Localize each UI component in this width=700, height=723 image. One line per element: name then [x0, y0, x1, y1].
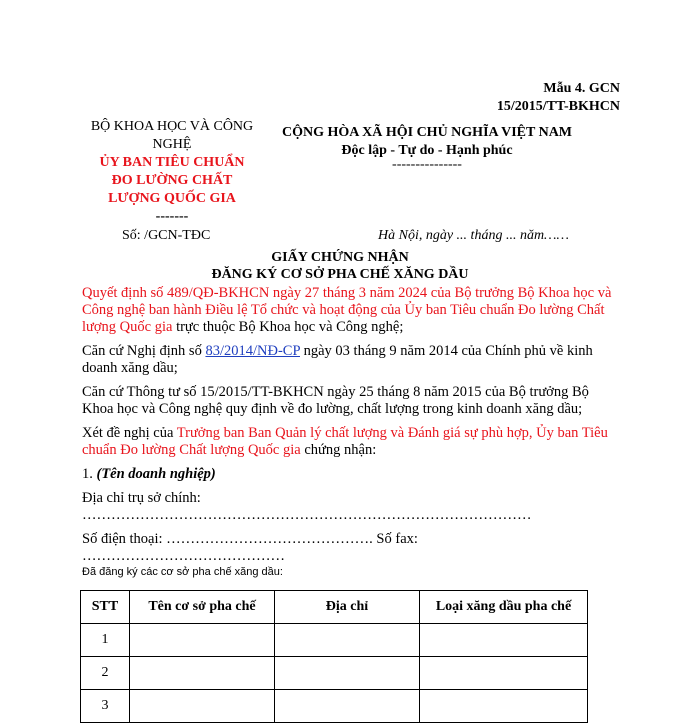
table-caption: Đã đăng ký các cơ sở pha chế xăng dầu: [82, 566, 283, 578]
place-and-date: Hà Nội, ngày ... tháng ... năm…… [378, 228, 569, 243]
cell-address [275, 657, 420, 690]
enterprise-item [82, 466, 622, 483]
cell-fuel-type [420, 657, 588, 690]
header-stt: STT [81, 591, 130, 624]
title-line1: GIẤY CHỨNG NHẬN [271, 250, 409, 265]
issuing-authority [70, 118, 274, 226]
agency-line3: LƯỢNG QUỐC GIA [108, 191, 236, 206]
decree-link[interactable]: 83/2014/NĐ-CP [205, 343, 300, 359]
proposal-authority: Trưởng ban Ban Quản lý chất lượng và Đánh giá sự phù hợp, Ủy ban Tiêu chuẩn Đo lường Chất lượng Quốc gia [82, 425, 608, 458]
table-row [81, 657, 588, 690]
ministry-line2: NGHỆ [152, 137, 192, 152]
cell-address [275, 624, 420, 657]
address-dots: ………………………………………………………………………………… [82, 507, 532, 523]
cell-fuel-type [420, 690, 588, 723]
left-separator: ------- [155, 209, 189, 224]
legal-basis-decision [82, 285, 622, 336]
header-address: Địa chỉ [275, 591, 420, 624]
proposal-paragraph [82, 425, 622, 459]
table-header-row [81, 591, 588, 624]
title-line2: ĐĂNG KÝ CƠ SỞ PHA CHẾ XĂNG DẦU [211, 267, 469, 282]
national-heading [282, 124, 572, 170]
form-code [420, 80, 620, 116]
form-code-line1: Mẫu 4. GCN [543, 81, 620, 96]
cell-stt: 2 [81, 657, 130, 690]
document-title [120, 249, 560, 283]
fax-dots: …………………………………… [82, 548, 285, 564]
national-motto: Độc lập - Tự do - Hạnh phúc [341, 143, 513, 158]
table-row [81, 690, 588, 723]
decision-text: Quyết định số 489/QĐ-BKHCN ngày 27 tháng 3 năm 2024 của Bộ trưởng Bộ Khoa học và Công nghệ ban hành Điều lệ Tổ chức và hoạt động của Ủy ban Tiêu chuẩn Đo lường Chất lượng Quốc gia [82, 285, 612, 335]
right-separator: --------------- [392, 157, 462, 172]
blending-facilities-table [80, 590, 588, 723]
proposal-suffix: chứng nhận: [300, 442, 377, 458]
agency-line2: ĐO LƯỜNG CHẤT [111, 173, 233, 188]
enterprise-name-placeholder: (Tên doanh nghiệp) [96, 466, 216, 482]
legal-basis-circular: Căn cứ Thông tư số 15/2015/TT-BKHCN ngày 25 tháng 8 năm 2015 của Bộ trưởng Bộ Khoa học và Công nghệ quy định về đo lường, chất lượng trong kinh doanh xăng dầu; [82, 384, 589, 417]
legal-basis-decree [82, 343, 622, 377]
ministry-line1: BỘ KHOA HỌC VÀ CÔNG [90, 119, 254, 134]
decree-suffix: ngày 03 tháng 9 năm 2014 của Chính phủ về kinh doanh xăng dầu; [82, 343, 593, 376]
phone-fax-line: Số điện thoại: ……………………………………. Số fax: [82, 531, 418, 547]
cell-facility-name [130, 624, 275, 657]
form-code-line2: 15/2015/TT-BKHCN [496, 99, 620, 114]
header-facility-name: Tên cơ sở pha chế [130, 591, 275, 624]
cell-facility-name [130, 657, 275, 690]
table-row [81, 624, 588, 657]
republic-name: CỘNG HÒA XÃ HỘI CHỦ NGHĨA VIỆT NAM [282, 125, 573, 140]
cell-fuel-type [420, 624, 588, 657]
agency-line1: ỦY BAN TIÊU CHUẨN [99, 155, 245, 170]
document-number: Số: /GCN-TĐC [122, 228, 211, 243]
decree-prefix: Căn cứ Nghị định số [82, 343, 206, 359]
item-number: 1. [82, 466, 97, 482]
address-label: Địa chỉ trụ sở chính: [82, 490, 201, 506]
cell-stt: 1 [81, 624, 130, 657]
cell-facility-name [130, 690, 275, 723]
document-body [82, 285, 622, 572]
header-fuel-type: Loại xăng dầu pha chế [420, 591, 588, 624]
decision-suffix: trực thuộc Bộ Khoa học và Công nghệ; [172, 319, 404, 335]
proposal-prefix: Xét đề nghị của [82, 425, 177, 441]
cell-address [275, 690, 420, 723]
cell-stt: 3 [81, 690, 130, 723]
